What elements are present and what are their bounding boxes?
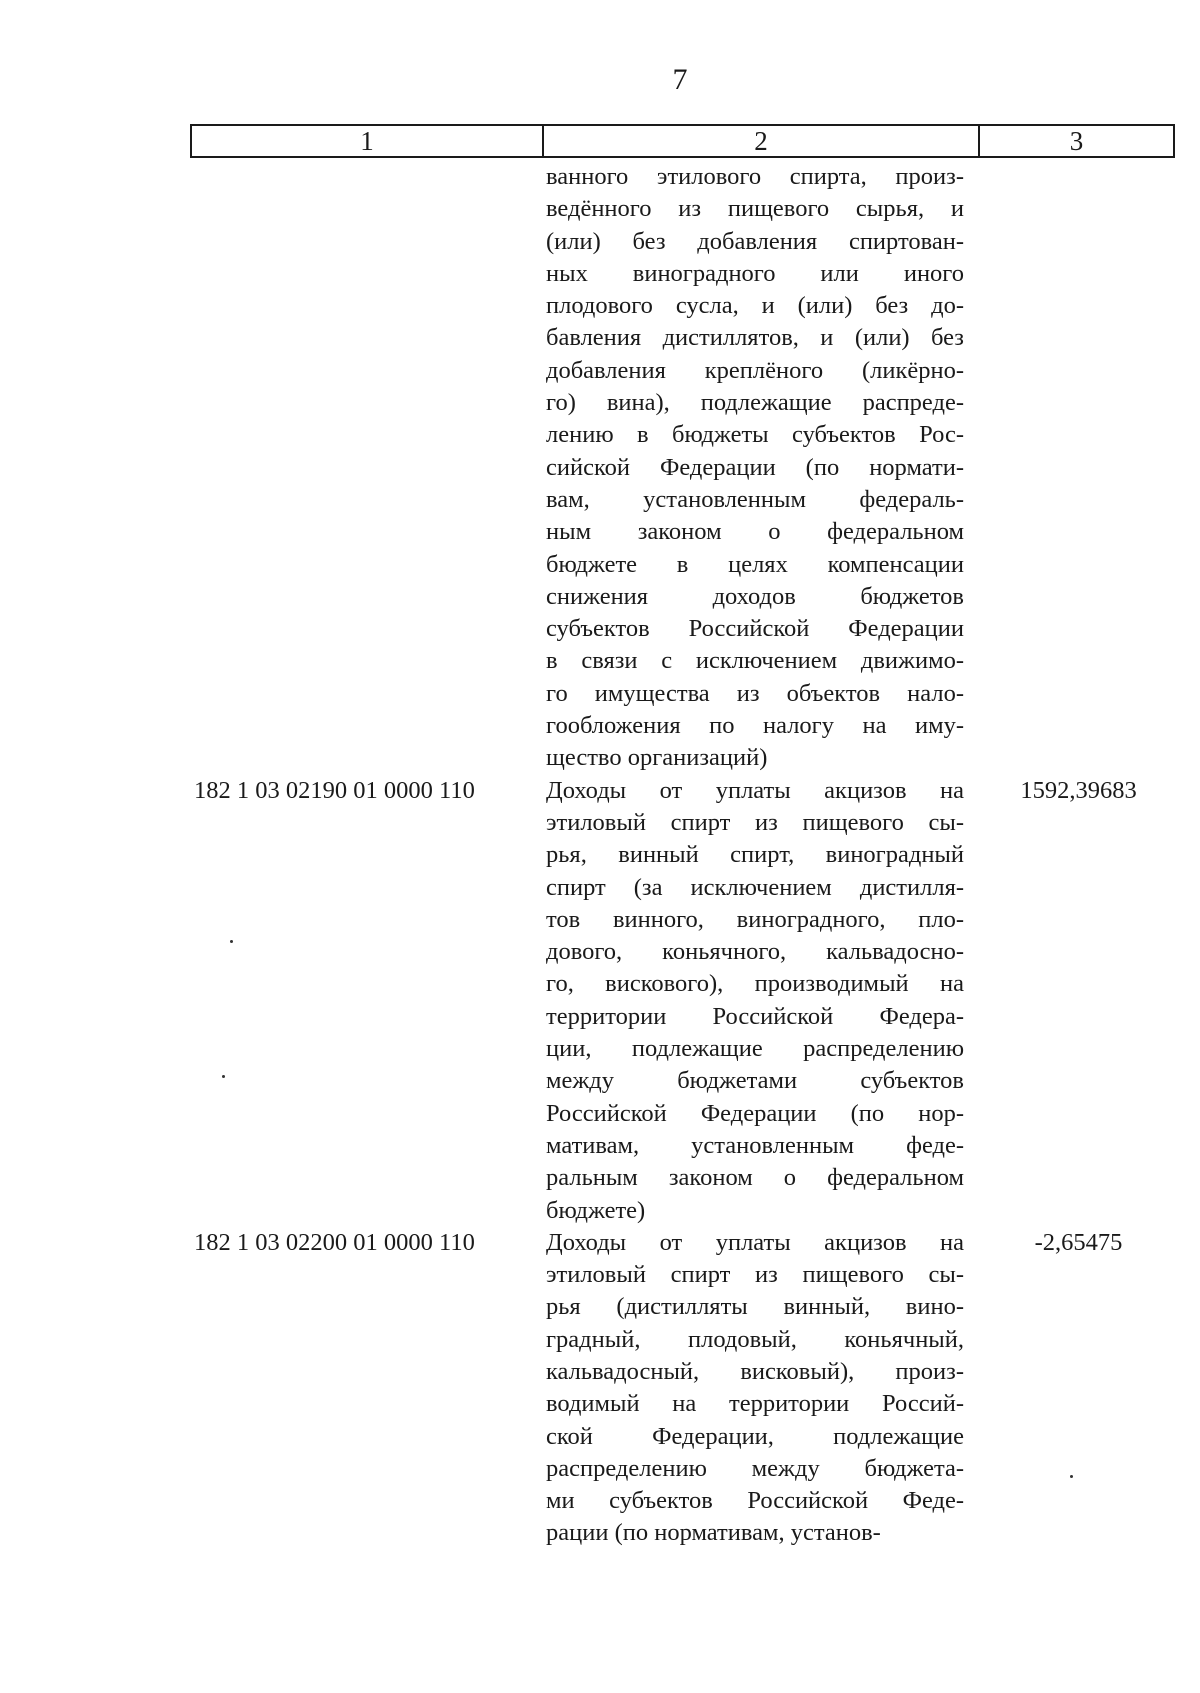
description-line: лению в бюджеты субъектов Рос- xyxy=(546,421,964,449)
table-row xyxy=(190,161,1175,775)
amount-value: 1592,39683 xyxy=(1020,776,1137,804)
description-line: бюджете) xyxy=(546,1196,646,1224)
description-line: субъектов Российской Федерации xyxy=(546,615,964,643)
description-line: (или) без добавления спиртован- xyxy=(546,227,964,255)
description-line: градный, плодовый, коньячный, xyxy=(546,1325,964,1353)
description-line: бюджете в целях компенсации xyxy=(546,550,964,578)
description-line: в связи с исключением движимо- xyxy=(546,647,964,675)
description-line: го имущества из объектов нало- xyxy=(546,679,964,707)
description-line: ции, подлежащие распределению xyxy=(546,1035,964,1063)
table-row xyxy=(190,1227,1175,1550)
revenue-description xyxy=(540,161,974,775)
description-line: гообложения по налогу на иму- xyxy=(546,712,964,740)
description-line: ведённого из пищевого сырья, и xyxy=(546,195,964,223)
description-line: Российской Федерации (по нор- xyxy=(546,1099,964,1127)
description-line: водимый на территории Россий- xyxy=(546,1390,964,1418)
description-line: го, вискового), производимый на xyxy=(546,970,964,998)
description-line: тов винного, виноградного, пло- xyxy=(546,905,964,933)
description-line: добавления креплёного (ликёрно- xyxy=(546,356,964,384)
description-line: дового, коньячного, кальвадосно- xyxy=(546,938,964,966)
description-line: вам, установленным федераль- xyxy=(546,485,964,513)
column-header-amount: 3 xyxy=(1069,126,1084,156)
description-line: мативам, установленным феде- xyxy=(546,1131,964,1159)
description-line: Доходы от уплаты акцизов на xyxy=(546,1228,964,1256)
description-line: ральным законом о федеральном xyxy=(546,1164,964,1192)
table-body xyxy=(190,161,1175,1550)
description-line: ской Федерации, подлежащие xyxy=(546,1422,964,1450)
description-line: ных виноградного или иного xyxy=(546,259,964,287)
revenue-description xyxy=(540,1227,974,1550)
table-header xyxy=(190,124,1175,158)
budget-classification-code: 182 1 03 02200 01 0000 110 xyxy=(194,1228,475,1256)
description-line: плодового сусла, и (или) без до- xyxy=(546,292,964,320)
column-header-code: 1 xyxy=(192,126,544,156)
page-number: 7 xyxy=(672,63,688,96)
description-line: щество организаций) xyxy=(546,744,768,772)
scan-speck xyxy=(1070,1475,1073,1478)
description-line: этиловый спирт из пищевого сы- xyxy=(546,808,964,836)
description-line: сийской Федерации (по нормати- xyxy=(546,453,964,481)
budget-classification-code: 182 1 03 02190 01 0000 110 xyxy=(194,776,475,804)
revenue-description xyxy=(540,775,974,1227)
description-line: кальвадосный, висковый), произ- xyxy=(546,1357,964,1385)
description-line: этиловый спирт из пищевого сы- xyxy=(546,1261,964,1289)
description-line: го) вина), подлежащие распреде- xyxy=(546,389,964,417)
description-line: ванного этилового спирта, произ- xyxy=(546,163,964,190)
amount-value: -2,65475 xyxy=(1034,1228,1123,1256)
description-line: распределению между бюджета- xyxy=(546,1454,964,1482)
description-line: между бюджетами субъектов xyxy=(546,1067,964,1095)
description-line: бавления дистиллятов, и (или) без xyxy=(546,324,964,352)
description-line: территории Российской Федера- xyxy=(546,1002,964,1030)
description-line: рации (по нормативам, установ- xyxy=(546,1519,881,1547)
scan-speck xyxy=(222,1075,225,1078)
scan-speck xyxy=(230,940,233,943)
column-header-description: 2 xyxy=(544,126,980,156)
description-line: ным законом о федеральном xyxy=(546,518,964,546)
description-line: рья (дистилляты винный, вино- xyxy=(546,1293,964,1321)
description-line: спирт (за исключением дистилля- xyxy=(546,873,964,901)
description-line: рья, винный спирт, виноградный xyxy=(546,841,964,869)
description-line: ми субъектов Российской Феде- xyxy=(546,1487,964,1515)
description-line: снижения доходов бюджетов xyxy=(546,582,964,610)
table-row xyxy=(190,775,1175,1227)
description-line: Доходы от уплаты акцизов на xyxy=(546,776,964,804)
